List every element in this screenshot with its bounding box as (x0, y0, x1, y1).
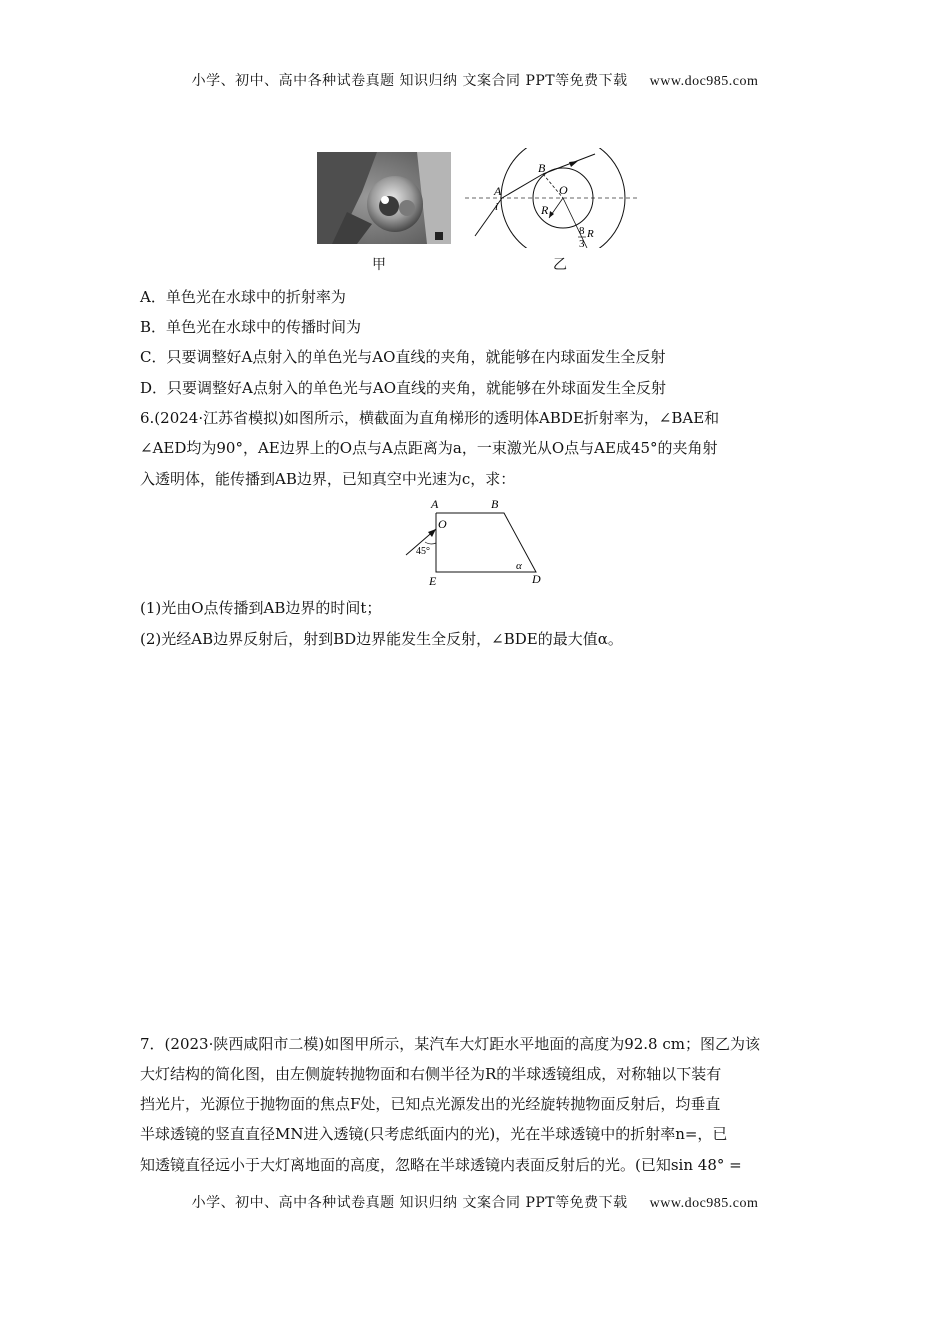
q7-line-5: 知透镜直径远小于大灯离地面的高度，忽略在半球透镜内表面反射后的光。(已知sin 48° = (140, 1156, 742, 1174)
q6-sub-2: (2)光经AB边界反射后，射到BD边界能发生全反射，∠BDE的最大值α。 (140, 630, 623, 648)
option-d: D．只要调整好A点射入的单色光与AO直线的夹角，就能够在外球面发生全反射 (140, 379, 666, 397)
header-site: www.doc985.com (649, 74, 759, 89)
label-R: R (541, 203, 549, 217)
trapezoid-diagram (400, 495, 550, 587)
header-text: 小学、初中、高中各种试卷真题 知识归纳 文案合同 PPT等免费下载 (191, 73, 628, 89)
page-header (0, 70, 950, 90)
label-R2: R (587, 228, 594, 240)
q6-line-1: 6.(2024·江苏省模拟)如图所示，横截面为直角梯形的透明体ABDE折射率为，∠BAE和 (140, 409, 720, 427)
ray-arrow (569, 161, 578, 167)
caption-jia: 甲 (372, 257, 386, 273)
label-8: 8 (579, 225, 585, 237)
q7-line-3: 挡光片，光源位于抛物面的焦点F处，已知点光源发出的光经旋转抛物面反射后，均垂直 (140, 1095, 721, 1113)
exit-ray (543, 154, 595, 174)
refracted-ray (502, 174, 543, 198)
q6-line-2: ∠AED均为90°，AE边界上的O点与A点距离为a，一束激光从O点与AE成45°的夹角射 (140, 439, 718, 457)
q6-line-3: 入透明体，能传播到AB边界，已知真空中光速为c，求： (140, 470, 516, 488)
q7-line-2: 大灯结构的简化图，由左侧旋转抛物面和右侧半径为R的半球透镜组成，对称轴以下装有 (140, 1065, 722, 1083)
q7-line-1: 7．(2023·陕西咸阳市二模)如图甲所示，某汽车大灯距水平地面的高度为92.8 cm；图乙为该 (140, 1035, 760, 1053)
laser-arrow (428, 529, 436, 537)
label-3: 3 (579, 238, 585, 248)
q7-line-4: 半球透镜的竖直直径MN进入透镜(只考虑纸面内的光)，光在半球透镜中的折射率n=，已 (140, 1125, 728, 1143)
page-footer (0, 1192, 950, 1212)
label-O: O (438, 517, 447, 531)
q6-sub-1: (1)光由O点传播到AB边界的时间t； (140, 599, 382, 617)
footer-site: www.doc985.com (649, 1196, 759, 1211)
option-b: B．单色光在水球中的传播时间为 (140, 318, 362, 336)
label-B: B (538, 161, 546, 175)
label-i: i (495, 201, 499, 213)
sphere-diagram (465, 148, 645, 248)
caption-yi: 乙 (553, 257, 567, 273)
option-c: C．只要调整好A点射入的单色光与AO直线的夹角，就能够在内球面发生全反射 (140, 348, 666, 366)
footer-text: 小学、初中、高中各种试卷真题 知识归纳 文案合同 PPT等免费下载 (191, 1195, 628, 1211)
label-E: E (429, 574, 437, 587)
label-A: A (494, 184, 502, 198)
label-A: A (431, 497, 439, 511)
label-B: B (491, 497, 499, 511)
label-alpha: α (516, 560, 522, 572)
label-D: D (532, 572, 541, 586)
angle-arc (425, 542, 436, 544)
label-45: 45° (416, 546, 430, 557)
option-a: A．单色光在水球中的折射率为 (140, 288, 346, 306)
water-ball-photo (317, 152, 451, 244)
label-O: O (559, 183, 568, 197)
